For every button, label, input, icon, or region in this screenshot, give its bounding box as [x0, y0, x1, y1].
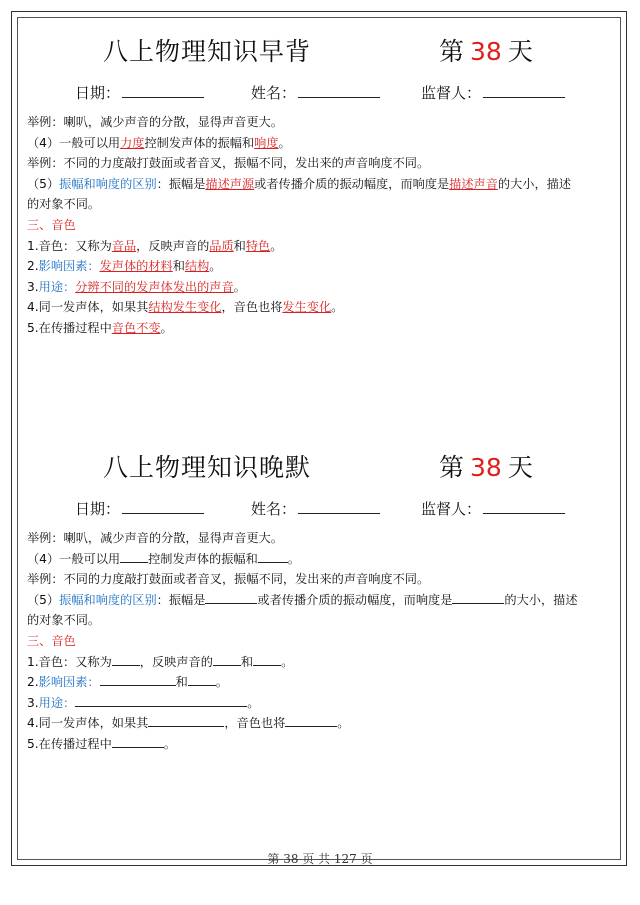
morning-day-label — [439, 32, 533, 68]
date-label: 日期： — [75, 84, 121, 102]
date-blank[interactable] — [122, 498, 204, 514]
name-label: 姓名： — [251, 500, 297, 518]
text: 。 — [247, 695, 260, 710]
text-line: 的对象不同。 — [27, 197, 101, 212]
fill-blank[interactable] — [75, 694, 247, 707]
fill-blank[interactable] — [258, 550, 288, 563]
text: 控制发声体的振幅和 — [144, 135, 255, 150]
text: 1.音色：又称为 — [27, 654, 112, 669]
text: ，反映声音的 — [139, 654, 213, 669]
text-line — [27, 549, 617, 570]
text-line: 举例：不同的力度敲打鼓面或者音叉，振幅不同，发出来的声音响度不同。 — [27, 156, 430, 171]
answer: 分辨不同的发声体发出的声音 — [75, 279, 234, 294]
text: 的大小，描述 — [504, 592, 578, 607]
answer: 品质 — [209, 238, 234, 253]
text: 。 — [337, 716, 350, 731]
text-line — [27, 672, 617, 693]
name-field[interactable] — [251, 82, 380, 103]
fill-blank[interactable] — [205, 591, 257, 604]
text: 5.在传播过程中 — [27, 736, 112, 751]
day-prefix: 第 — [439, 453, 465, 482]
text: 。 — [233, 279, 246, 294]
answer: 响度 — [254, 135, 279, 150]
text-line — [27, 297, 617, 318]
text-line: 的对象不同。 — [27, 613, 101, 628]
text: 。 — [209, 259, 222, 274]
morning-info-row — [27, 76, 617, 110]
text: 和 — [240, 654, 254, 669]
fill-blank[interactable] — [120, 550, 148, 563]
text: 和 — [233, 238, 246, 253]
page-footer: 第 38 页 共 127 页 — [267, 852, 373, 866]
section-heading: 三、音色 — [27, 217, 76, 232]
answer: 发生变化 — [282, 300, 332, 315]
fill-blank[interactable] — [100, 673, 176, 686]
fill-blank[interactable] — [188, 673, 216, 686]
text: ，音色也将 — [221, 300, 283, 315]
text: 3. — [27, 695, 39, 710]
keyword: 振幅和响度的区别 — [59, 176, 157, 191]
text: （4）一般可以用 — [27, 135, 121, 150]
text-line — [27, 590, 617, 611]
text-line: 举例：喇叭，减少声音的分散，显得声音更大。 — [27, 531, 283, 545]
text-line — [27, 318, 617, 339]
morning-title: 八上物理知识早背 — [103, 37, 312, 66]
keyword: 用途： — [38, 279, 76, 294]
text: 和 — [172, 259, 185, 274]
day-suffix: 天 — [507, 453, 533, 482]
text: 1.音色：又称为 — [27, 238, 112, 253]
text: ：振幅是 — [156, 592, 206, 607]
fill-blank[interactable] — [213, 653, 241, 666]
text-line — [27, 256, 617, 277]
fill-blank[interactable] — [112, 653, 140, 666]
text-line — [27, 277, 617, 298]
evening-section — [27, 448, 617, 755]
keyword: 振幅和响度的区别 — [59, 592, 157, 607]
answer: 描述声源 — [205, 176, 255, 191]
date-blank[interactable] — [122, 82, 204, 98]
text: 4.同一发声体，如果其 — [27, 300, 149, 315]
text: 。 — [215, 675, 228, 690]
text-line — [27, 236, 617, 257]
day-number: 38 — [470, 37, 502, 66]
text-line: 举例：不同的力度敲打鼓面或者音叉，振幅不同，发出来的声音响度不同。 — [27, 572, 430, 587]
answer: 描述声音 — [449, 176, 498, 191]
text: 控制发声体的振幅和 — [148, 551, 258, 566]
text: 的大小，描述 — [497, 176, 572, 191]
name-blank[interactable] — [298, 82, 380, 98]
fill-blank[interactable] — [253, 653, 281, 666]
fill-blank[interactable] — [285, 714, 337, 727]
supervisor-label: 监督人： — [421, 500, 482, 518]
supervisor-blank[interactable] — [483, 498, 565, 514]
text-line — [27, 652, 617, 673]
answer: 发声体的材料 — [99, 259, 173, 274]
text: 或者传播介质的振动幅度，而响度是 — [257, 592, 453, 607]
evening-content — [27, 528, 617, 755]
name-field[interactable] — [251, 498, 380, 519]
text-line — [27, 734, 617, 755]
text: 2. — [27, 259, 39, 274]
keyword: 用途： — [38, 695, 76, 710]
day-number: 38 — [470, 453, 502, 482]
text-line — [27, 174, 617, 195]
text-line: 举例：喇叭，减少声音的分散，显得声音更大。 — [27, 115, 283, 129]
day-prefix: 第 — [439, 37, 465, 66]
text: 。 — [270, 238, 283, 253]
text: 和 — [175, 675, 188, 690]
section-heading: 三、音色 — [27, 633, 76, 648]
supervisor-field[interactable] — [421, 82, 565, 103]
date-field[interactable] — [75, 82, 204, 103]
evening-header — [27, 448, 617, 492]
keyword: 影响因素： — [38, 259, 100, 274]
text-line — [27, 693, 617, 714]
text: 。 — [278, 135, 291, 150]
supervisor-label: 监督人： — [421, 84, 482, 102]
answer: 结构 — [184, 259, 210, 274]
text: 。 — [331, 300, 344, 315]
day-suffix: 天 — [507, 37, 533, 66]
text: 3. — [27, 279, 39, 294]
morning-header — [27, 32, 617, 76]
answer: 音色不变 — [111, 320, 161, 335]
morning-section — [27, 32, 617, 339]
morning-content — [27, 112, 617, 339]
text: 。 — [163, 736, 176, 751]
keyword: 影响因素： — [38, 675, 100, 690]
text: （5） — [27, 176, 60, 191]
text: （4）一般可以用 — [27, 551, 121, 566]
text: 5.在传播过程中 — [27, 320, 112, 335]
evening-day-label — [439, 448, 533, 484]
supervisor-field[interactable] — [421, 498, 565, 519]
fill-blank[interactable] — [452, 591, 504, 604]
text-line — [27, 133, 617, 154]
evening-info-row — [27, 492, 617, 526]
text: ：振幅是 — [156, 176, 206, 191]
text-line — [27, 713, 617, 734]
text: 2. — [27, 675, 39, 690]
name-blank[interactable] — [298, 498, 380, 514]
text: 。 — [281, 654, 294, 669]
name-label: 姓名： — [251, 84, 297, 102]
text: 。 — [287, 551, 300, 566]
answer: 结构发生变化 — [148, 300, 222, 315]
date-field[interactable] — [75, 498, 204, 519]
text: 4.同一发声体，如果其 — [27, 716, 149, 731]
fill-blank[interactable] — [148, 714, 224, 727]
text: ，音色也将 — [224, 716, 286, 731]
answer: 音品 — [111, 238, 137, 253]
text: 或者传播介质的振动幅度，而响度是 — [254, 176, 450, 191]
text: 。 — [160, 320, 173, 335]
evening-title: 八上物理知识晚默 — [103, 453, 312, 482]
fill-blank[interactable] — [112, 735, 164, 748]
answer: 力度 — [120, 135, 145, 150]
text: （5） — [27, 592, 60, 607]
date-label: 日期： — [75, 500, 121, 518]
text: ，反映声音的 — [136, 238, 210, 253]
answer: 特色 — [245, 238, 271, 253]
supervisor-blank[interactable] — [483, 82, 565, 98]
